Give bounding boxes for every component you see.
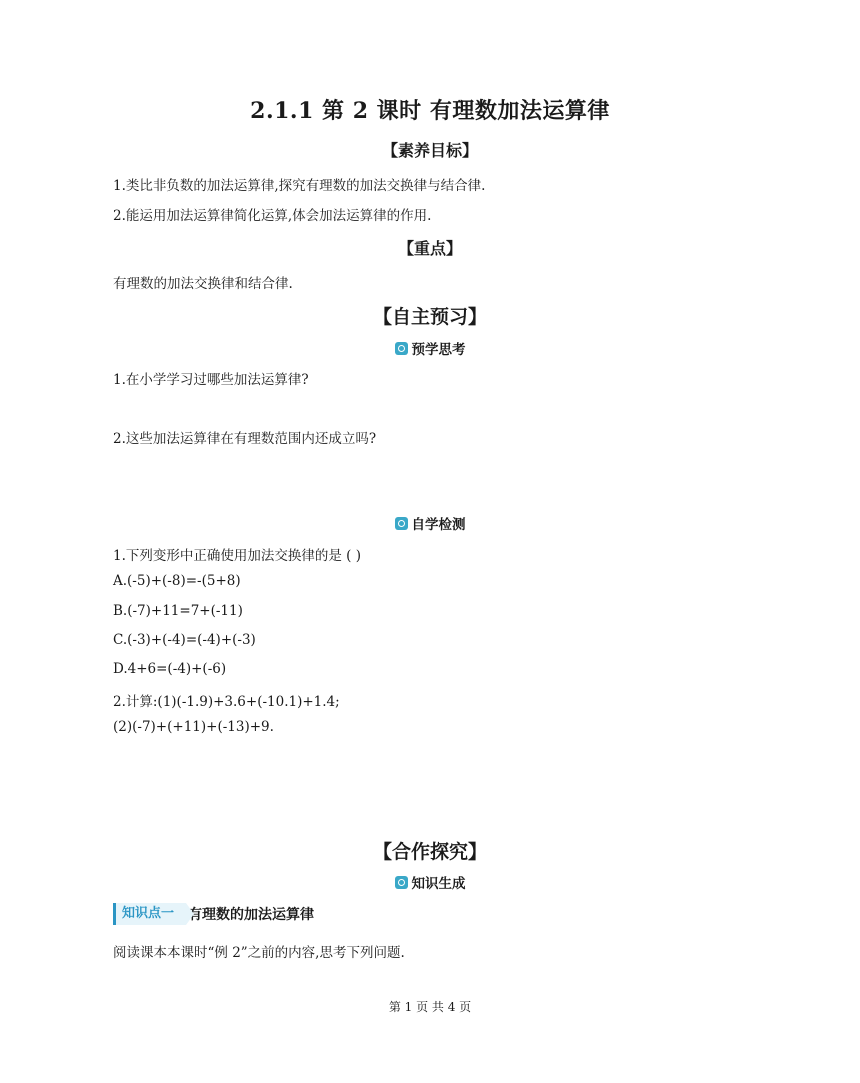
goals-heading: 【素养目标】 [381,141,478,160]
explore-heading: 【合作探究】 [372,841,487,863]
goal-item-2: 2.能运用加法运算律简化运算,体会加法运算律的作用. [113,208,432,224]
page-footer: 第 1 页 共 4 页 [388,1000,472,1014]
option-b: B.(-7)+11=7+(-11) [113,603,243,619]
key-points-heading: 【重点】 [397,239,462,258]
check-question-2-part-2: (2)(-7)+(+11)+(-13)+9. [113,719,274,735]
check-subheading [0,513,860,533]
check-label: 自学检测 [411,517,466,533]
key-points-text: 有理数的加法交换律和结合律. [113,276,293,292]
knowledge-point-tag: 知识点一 [113,903,186,925]
book-icon [395,517,408,530]
think-question-2: 2.这些加法运算律在有理数范围内还成立吗? [113,431,377,447]
think-label: 预学思考 [411,342,466,358]
book-icon [395,342,408,355]
preview-heading: 【自主预习】 [372,306,487,328]
knowledge-subheading [0,872,860,892]
reading-instruction: 阅读课本本课时“例 2”之前的内容,思考下列问题. [113,945,405,961]
check-question-2: 2.计算:(1)(-1.9)+3.6+(-10.1)+1.4; [113,694,340,710]
knowledge-point-title: 有理数的加法运算律 [188,907,315,923]
knowledge-label: 知识生成 [411,876,466,892]
option-c: C.(-3)+(-4)=(-4)+(-3) [113,632,256,648]
think-subheading [0,338,860,358]
think-question-1: 1.在小学学习过哪些加法运算律? [113,372,309,388]
knowledge-point-row [113,903,314,925]
goal-item-1: 1.类比非负数的加法运算律,探究有理数的加法交换律与结合律. [113,178,486,194]
check-question-1: 1.下列变形中正确使用加法交换律的是 ( ) [113,548,361,564]
page-title: 2.1.1 第 2 课时 有理数加法运算律 [250,98,610,124]
option-d: D.4+6=(-4)+(-6) [113,661,227,677]
option-a: A.(-5)+(-8)=-(5+8) [113,573,241,589]
book-icon [395,876,408,889]
